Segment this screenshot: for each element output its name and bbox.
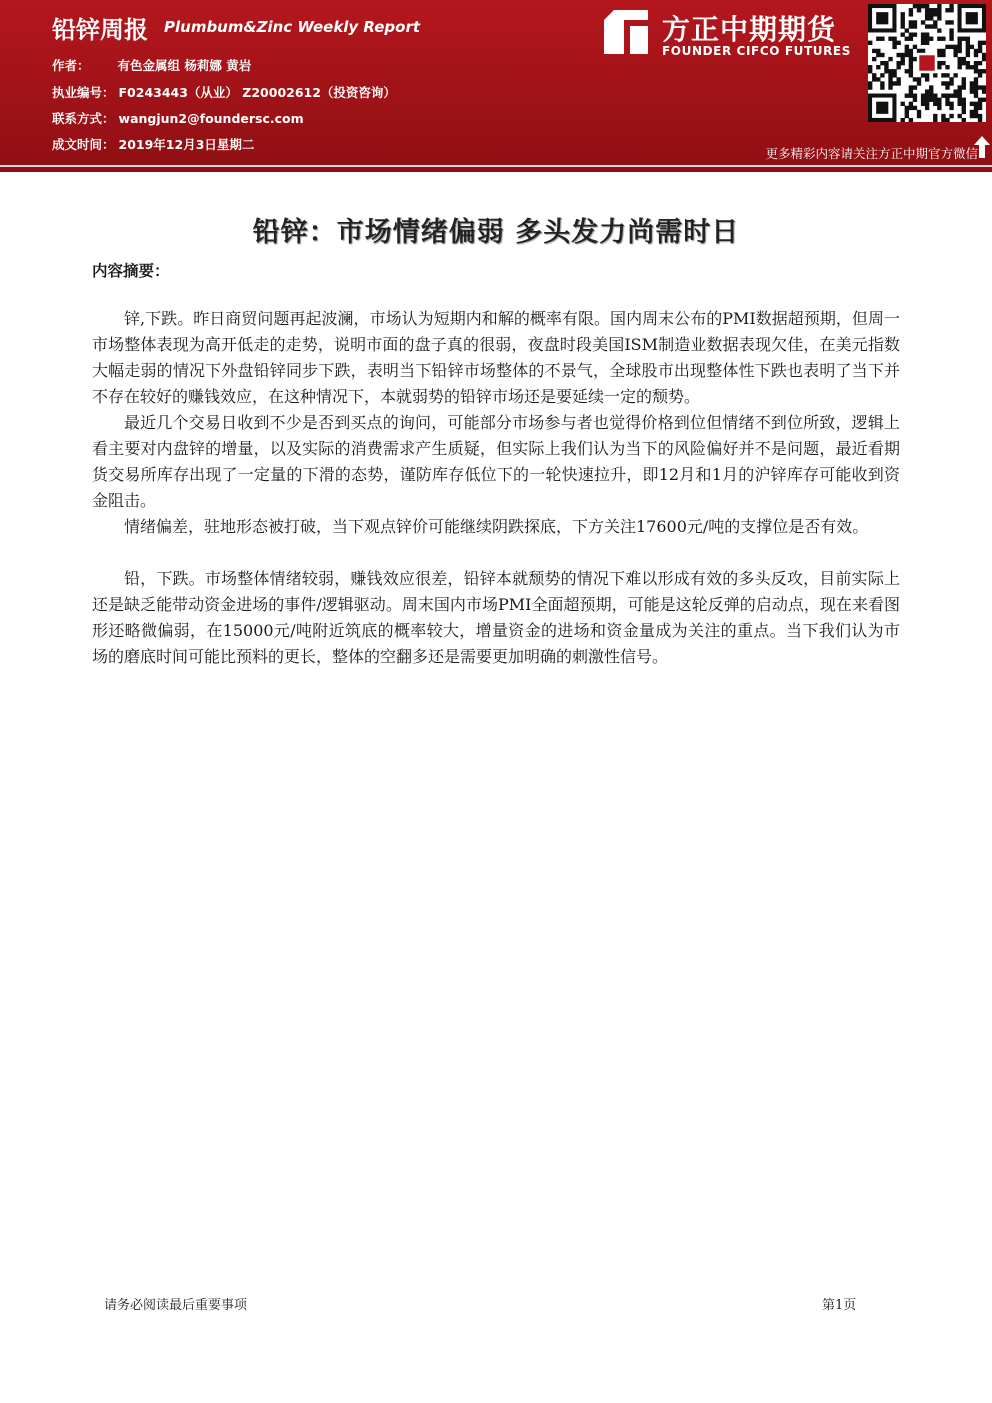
- license-row: [52, 83, 396, 101]
- founder-logo-icon: [604, 10, 648, 54]
- authors-label: 作者：: [52, 58, 90, 73]
- contact-label: 联系方式：: [52, 111, 115, 126]
- logo-name-english: FOUNDER CIFCO FUTURES: [662, 44, 851, 58]
- logo-name-chinese: 方正中期期货: [662, 13, 837, 46]
- document-title: 铅锌：市场情绪偏弱 多头发力尚需时日: [252, 217, 740, 248]
- up-arrow-icon: [974, 136, 990, 158]
- report-title: 铅锌周报: [52, 16, 148, 44]
- date-label: 成文时间：: [52, 137, 115, 152]
- paragraph-lead: 铅，下跌。市场整体情绪较弱，赚钱效应很差，铅锌本就颓势的情况下难以形成有效的多头反攻，目前实际上还是缺乏能带动资金进场的事件/逻辑驱动。周末国内市场PMI全面超预期，可能是这轮反弹的启动点，现在来看图形还略微偏弱，在15000元/吨附近筑底的概率较大，增量资金的进场和资金量成为关注的重点。当下我们认为市场的磨底时间可能比预料的更长，整体的空翻多还是需要更加明确的刺激性信号。: [92, 569, 900, 666]
- contact-row: [52, 109, 304, 127]
- footer-disclaimer-note: 请务必阅读最后重要事项: [104, 1298, 248, 1313]
- date-value: 2019年12月3日星期二: [118, 137, 255, 152]
- authors-row: [52, 56, 251, 74]
- paragraph-zinc-1: 锌,下跌。昨日商贸问题再起波澜，市场认为短期内和解的概率有限。国内周末公布的PMI数据超预期，但周一市场整体表现为高开低走的走势，说明市面的盘子真的很弱，夜盘时段美国ISM制造业数据表现欠佳，在美元指数大幅走弱的情况下外盘铅锌同步下跌，表明当下铅锌市场整体的不景气，全球股市出现整体性下跌也表明了当下并不存在较好的赚钱效应，在这种情况下，本就弱势的铅锌市场还是要延续一定的颓势。: [92, 309, 900, 406]
- paragraph-zinc-3: 情绪偏差，驻地形态被打破，当下观点锌价可能继续阴跌探底，下方关注17600元/吨的支撑位是否有效。: [124, 517, 869, 536]
- header-divider: [0, 165, 992, 167]
- report-header-band: [0, 0, 992, 172]
- qr-code-icon: [868, 4, 986, 122]
- report-title-english: Plumbum&Zinc Weekly Report: [164, 18, 421, 36]
- follow-wechat-note: 更多精彩内容请关注方正中期官方微信: [765, 146, 978, 161]
- company-logo: [604, 6, 860, 60]
- summary-content: [92, 306, 900, 670]
- license-label: 执业编号：: [52, 85, 115, 100]
- date-row: [52, 135, 254, 153]
- summary-heading: 内容摘要：: [92, 262, 170, 280]
- license-value: F0243443（从业） Z20002612（投资咨询）: [118, 85, 396, 100]
- authors-value: 有色金属组 杨莉娜 黄岩: [117, 58, 252, 73]
- contact-email[interactable]: wangjun2@foundersc.com: [118, 111, 304, 126]
- paragraph-zinc-2: 最近几个交易日收到不少是否到买点的询问，可能部分市场参与者也觉得价格到位但情绪不到位所致，逻辑上看主要对内盘锌的增量，以及实际的消费需求产生质疑，但实际上我们认为当下的风险偏好并不是问题，最近看期货交易所库存出现了一定量的下滑的态势，谨防库存低位下的一轮快速拉升，即12月和1月的沪锌库存可能收到资金阻击。: [92, 413, 900, 510]
- wechat-qr-code: [868, 4, 986, 122]
- page-number: 第1页: [822, 1298, 857, 1313]
